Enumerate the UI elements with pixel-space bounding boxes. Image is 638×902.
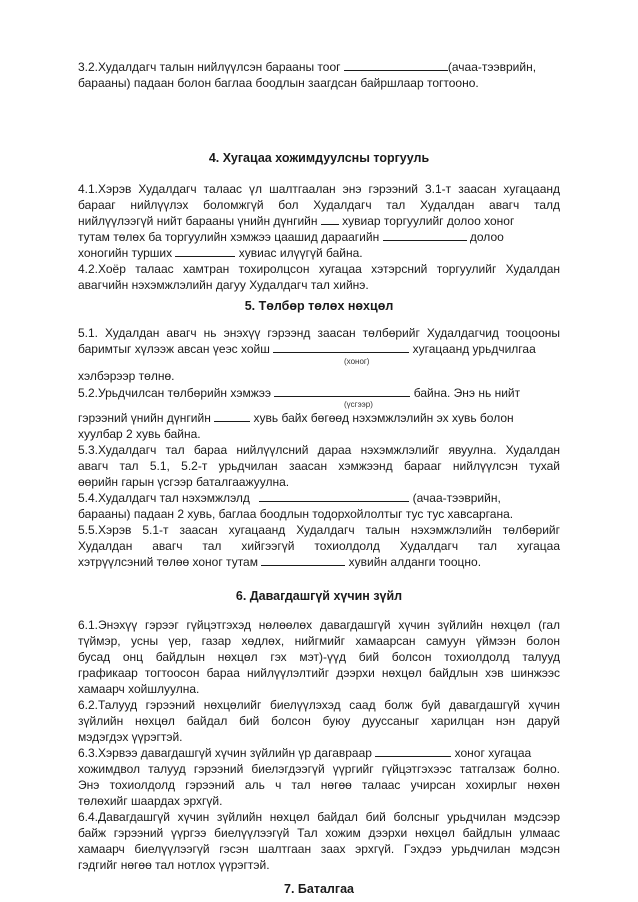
- clause-6-1-line-5: хамаарч хойшлуулна.: [78, 682, 200, 696]
- clause-text: хэтрүүлсэний төлөө хоног тутам: [78, 555, 258, 569]
- clause-6-2-line-1: 6.2.Талууд гэрээний нөхцөлийг биелүүлэхэд саад болж буй давагдашгүй хүчин: [78, 698, 560, 712]
- blank-field-amount[interactable]: [274, 385, 410, 397]
- clause-6-4-line-2: байж гэрээний үүргээ биелүүлээгүй Тал хожим дээрхи нөхцөл байдлын улмаас: [78, 826, 560, 840]
- clause-text: тутам төлөх ба торгуулийн хэмжээ цаашид дараагийн: [78, 230, 380, 244]
- clause-6-4-line-4: гэдгийг нөгөө тал нотлох үүрэгтэй.: [78, 858, 270, 872]
- clause-text: хувийн алданги тооцно.: [348, 555, 482, 569]
- clause-5-4-line-1: [78, 490, 501, 506]
- clause-text: хувиас илүүгүй байна.: [238, 246, 363, 260]
- clause-5-2-line-3: хуулбар 2 хувь байна.: [78, 427, 201, 441]
- clause-6-4-line-1: 6.4.Давагдашгүй хүчин зүйлийн нөхцөл байдал бий болсныг урьдчилан мэдсээр: [78, 810, 560, 824]
- clause-text: хугацаанд урьдчилгаа: [412, 342, 536, 356]
- clause-6-3-line-1: [78, 745, 531, 761]
- blank-field[interactable]: [321, 213, 339, 225]
- clause-6-1-line-2: түймэр, усны үер, газар хөдлөх, нийгмийг хамаарсан самуун үймээн болон: [78, 634, 560, 648]
- clause-5-4-line-2: барааны) падаан 2 хувь, баглаа боодлын тодорхойлолтыг тус тус хавсаргана.: [78, 507, 514, 521]
- blank-field[interactable]: [259, 490, 409, 502]
- clause-4-1-line-4: [78, 229, 504, 245]
- clause-text: хувиар торгуулийг долоо хоног: [342, 214, 515, 228]
- clause-text: байна. Энэ нь нийт: [413, 386, 521, 400]
- clause-text: 3.2.Худалдагч талын нийлүүлсэн барааны тоог: [78, 60, 341, 74]
- clause-3-2-line-1: [78, 59, 536, 75]
- clause-text: 5.4.Худалдагч тал нэхэмжлэлд: [78, 491, 250, 505]
- clause-6-3-line-3: Энэ тохиолдолд гэрээний аль ч тал нөгөө талаас учирсан хохирлыг нөхөн: [78, 778, 560, 792]
- blank-field[interactable]: [261, 554, 345, 566]
- clause-4-1-line-2: барааг нийлүүлэх боломжгүй бол Худалдагч тал Худалдан авагч талд: [78, 198, 560, 212]
- clause-5-2-line-1: [78, 385, 520, 401]
- clause-text: 6.3.Хэрвээ давагдашгүй хүчин зүйлийн үр дагавраар: [78, 746, 372, 760]
- clause-4-1-line-5: [78, 245, 363, 261]
- clause-6-1-line-3: бусад онц байдлын нөхцөл гэх мэт)-үүд бий болсон тохиолдолд талууд: [78, 650, 560, 664]
- clause-text: баримтыг хүлээж авсан үеэс хойш: [78, 342, 270, 356]
- clause-4-1-line-1: 4.1.Хэрэв Худалдагч талаас үл шалтгаалан энэ гэрээний 3.1-т заасан хугацаанд: [78, 182, 560, 196]
- clause-5-3-line-1: 5.3.Худалдагч тал бараа нийлүүлсний дараа нэхэмжлэлийг явуулна. Худалдан: [78, 443, 560, 457]
- clause-5-5-line-1: 5.5.Хэрэв 5.1-т заасан хугацаанд Худалдагч талын нэхэмжлэлийн төлбөрийг: [78, 523, 560, 537]
- clause-5-2-line-2: [78, 410, 514, 426]
- letters-hint-label: (үсгээр): [344, 400, 373, 409]
- blank-field[interactable]: [175, 245, 235, 257]
- days-hint-label: (хоног): [344, 357, 370, 366]
- clause-text: 5.2.Урьдчилсан төлбөрийн хэмжээ: [78, 386, 272, 400]
- clause-text: нийлүүлээгүй нийт барааны үнийн дүнгийн: [78, 214, 318, 228]
- clause-5-3-line-2: авагч тал 5.1, 5.2-т урьдчилан заасан хэмжээнд барааг нийлүүлсэн тухай: [78, 459, 560, 473]
- blank-field[interactable]: [375, 745, 451, 757]
- clause-6-1-line-4: графикаар тогтоосон бараа нийлүүлэлтийг дээрхи нөхцөл байдлын хэв шинжээс: [78, 666, 560, 680]
- clause-6-2-line-3: мэдэгдэх үүрэгтэй.: [78, 730, 183, 744]
- clause-text: долоо: [469, 230, 504, 244]
- clause-6-1-line-1: 6.1.Энэхүү гэрээг гүйцэтгэхэд нөлөөлөх давагдашгүй хүчин зүйлийн нөхцөл (гал: [78, 618, 560, 632]
- clause-5-1-line-3: хэлбэрээр төлнө.: [78, 369, 175, 383]
- section-7-heading: 7. Баталгаа: [284, 882, 354, 896]
- clause-6-3-line-4: төлөхийг шаардах эрхгүй.: [78, 794, 223, 808]
- clause-6-3-line-2: хожимдвол талууд гэрээний биелэгдээгүй үүргийг гүйцэтгэхээс татгалзаж болно.: [78, 762, 560, 776]
- clause-5-5-line-3: [78, 554, 481, 570]
- clause-4-2-line-1: 4.2.Хоёр талаас хамтран тохиролцсон хугацаа хэтэрсний торгуулийг Худалдан: [78, 262, 560, 276]
- clause-4-1-line-3: [78, 213, 514, 229]
- blank-field-days[interactable]: [273, 341, 409, 353]
- clause-3-2-line-2: барааны) падаан болон баглаа боодлын заагдсан байршлаар тогтооно.: [78, 76, 479, 90]
- blank-field[interactable]: [344, 59, 448, 71]
- clause-6-2-line-2: зүйлийн нөхцөл байдал бий болсон буюу дууссаныг харилцан нэн даруй: [78, 714, 560, 728]
- clause-4-2-line-2: авагчийн нэхэмжлэлийн дагуу Худалдагч тал хийнэ.: [78, 278, 369, 292]
- blank-field[interactable]: [383, 229, 467, 241]
- clause-text: гэрээний үнийн дүнгийн: [78, 411, 211, 425]
- clause-text: хоногийн турших: [78, 246, 173, 260]
- section-6-heading: 6. Давагдашгүй хүчин зүйл: [235, 589, 403, 603]
- section-4-heading: 4. Хугацаа хожимдуулсны торгууль: [208, 151, 430, 165]
- clause-text: хоног хугацаа: [454, 746, 532, 760]
- clause-text: хувь байх бөгөөд нэхэмжлэлийн эх хувь болон: [253, 411, 514, 425]
- clause-5-1-line-1: 5.1. Худалдан авагч нь энэхүү гэрээнд заасан төлбөрийг Худалдагчид тооцооны: [78, 326, 560, 340]
- clause-text: (ачаа-тээврийн,: [412, 491, 501, 505]
- clause-5-3-line-3: өөрийн гарын үсгээр баталгаажуулна.: [78, 475, 290, 489]
- clause-text: (ачаа-тээврийн,: [447, 60, 537, 74]
- clause-5-1-line-2: [78, 341, 536, 357]
- section-5-heading: 5. Төлбөр төлөх нөхцөл: [244, 299, 394, 313]
- clause-6-4-line-3: хамаарч биелүүлээгүй гэсэн шалтгаан заах эрхгүй. Гэхдээ урьдчилан мэдсэн: [78, 842, 560, 856]
- clause-5-5-line-2: Худалдан авагч тал хийгээгүй тохиолдолд Худалдагч тал хугацаа: [78, 539, 560, 553]
- blank-field[interactable]: [214, 410, 250, 422]
